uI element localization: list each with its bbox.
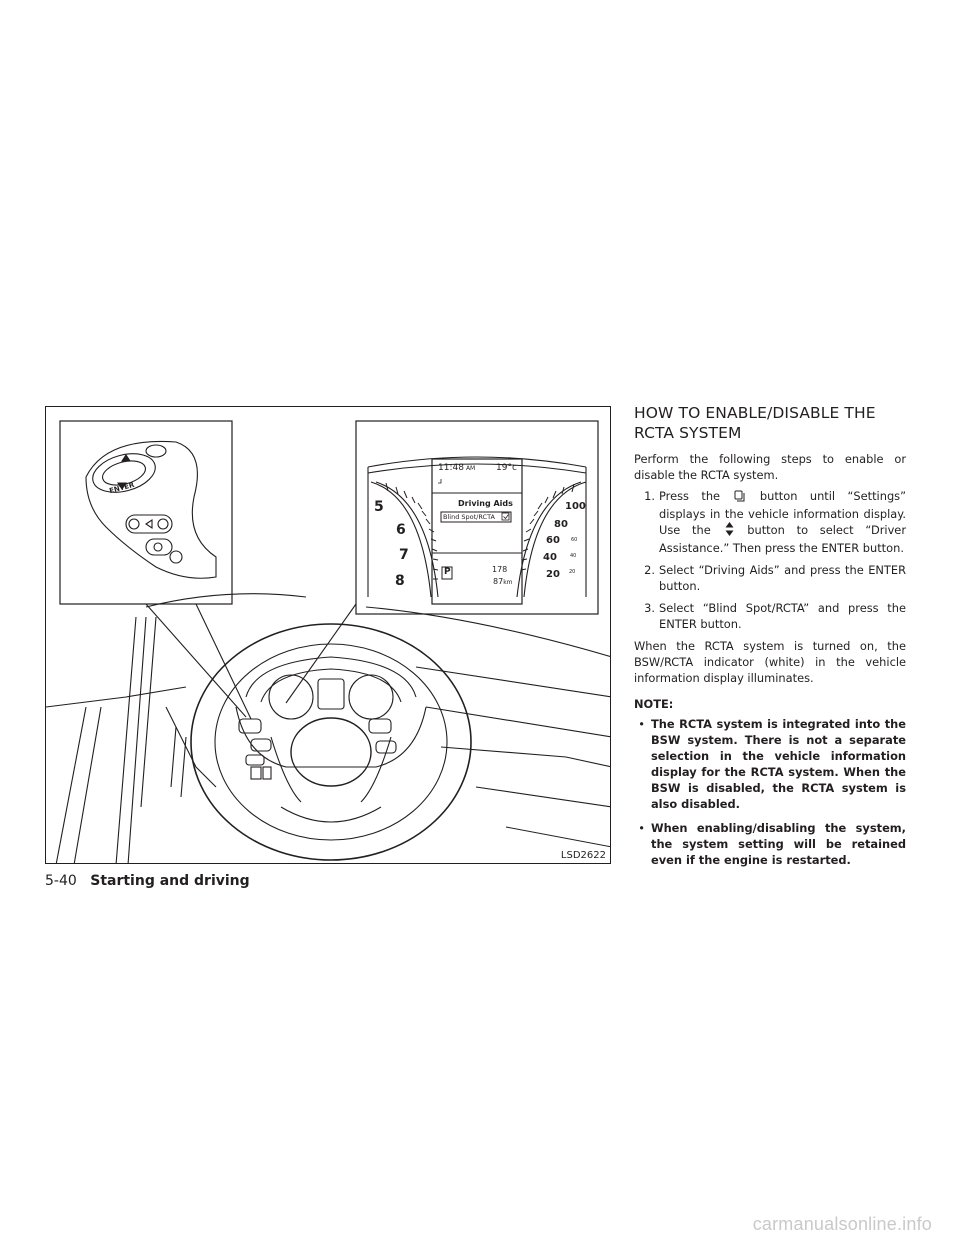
speed-mark-60: 60: [546, 535, 560, 546]
after-steps-paragraph: When the RCTA system is turned on, the BSW/RCTA indicator (white) in the vehicle information display illuminates.: [634, 639, 906, 685]
step-text: Press the button until “Settings” displays in the vehicle information display. Use the button to select “Driver Assistance.” Then press the ENTER button.: [659, 489, 907, 555]
section-text: [634, 403, 906, 876]
intro-paragraph: Perform the following steps to enable or disable the RCTA system.: [634, 452, 906, 482]
speed-mark-80: 80: [554, 519, 568, 530]
watermark[interactable]: carmanualsonline.info: [752, 1214, 932, 1234]
tach-mark-8: 8: [395, 573, 405, 589]
note-bullet-2: [634, 820, 906, 868]
display-temperature: 19°c: [496, 463, 517, 473]
display-menu-title: Driving Aids: [458, 499, 513, 508]
speed-mark-40: 40: [543, 552, 557, 563]
speed-minor-mark-20: 20: [569, 569, 576, 575]
figure-label: LSD2622: [560, 850, 606, 861]
bullet-marker: •: [638, 821, 645, 835]
figure-steering-wheel: [45, 406, 611, 864]
page-number: 5-40: [45, 873, 77, 889]
tach-mark-5: 5: [374, 499, 384, 515]
speed-mark-100: 100: [565, 501, 586, 512]
step-number: 3.: [644, 601, 655, 615]
bullet-text: When enabling/disabling the system, the system setting will be retained even if the engine is restarted.: [651, 821, 906, 867]
chapter-title: Starting and driving: [90, 873, 250, 889]
steering-wheel-illustration: [46, 407, 611, 864]
display-trip: 87km: [493, 577, 513, 586]
bullet-marker: •: [638, 717, 645, 731]
enter-button-label: ENTER: [108, 480, 136, 496]
step-number: 1.: [644, 489, 655, 503]
steps-list: [634, 488, 906, 632]
section-title: HOW TO ENABLE/DISABLE THE RCTA SYSTEM: [634, 404, 876, 442]
step-text: Select “Blind Spot/RCTA” and press the ENTER button.: [659, 601, 906, 631]
tach-mark-6: 6: [396, 522, 406, 538]
speed-minor-mark-60: 60: [571, 537, 578, 543]
step-number: 2.: [644, 563, 655, 577]
tach-mark-7: 7: [399, 547, 409, 563]
step-2: [634, 562, 906, 594]
display-time: 11:48 AM: [438, 463, 476, 473]
page-footer: [45, 873, 250, 889]
step-3: [634, 600, 906, 632]
speed-minor-mark-40: 40: [570, 553, 577, 559]
speed-mark-20: 20: [546, 569, 560, 580]
step-1: [634, 488, 906, 556]
note-heading: NOTE:: [634, 697, 674, 711]
note-bullet-1: [634, 716, 906, 812]
bullet-text: The RCTA system is integrated into the BSW system. There is not a separate selection in the vehicle information display for the RCTA system. When the BSW is disabled, the RCTA system is also disabled.: [651, 717, 906, 811]
step-text: Select “Driving Aids” and press the ENTER button.: [659, 563, 906, 593]
up-down-arrows-icon: [725, 522, 734, 540]
display-selected-item: Blind Spot/RCTA: [443, 513, 495, 521]
display-gear: P: [444, 567, 451, 577]
settings-button-icon: [734, 490, 745, 506]
display-range: 178: [492, 565, 508, 574]
